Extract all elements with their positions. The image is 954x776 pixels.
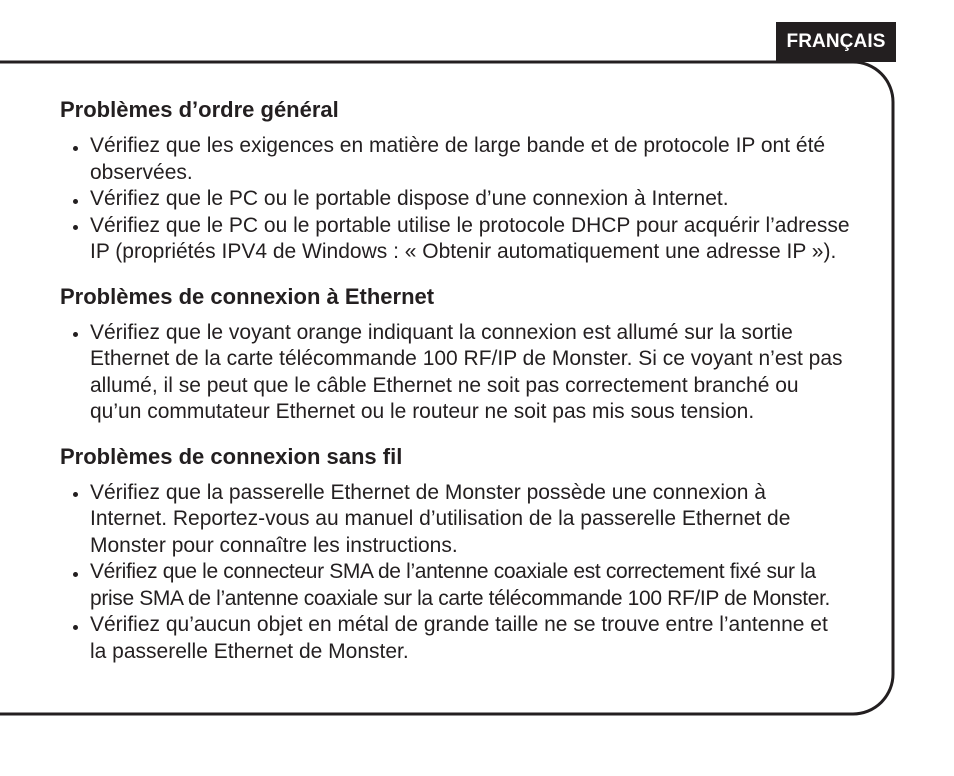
list-item-line: Vérifiez que les exigences en matière de large bande et de protocole IP ont été [90,134,826,157]
list-item-line: Vérifiez que la passerelle Ethernet de Monster possède une connexion à [90,480,766,504]
bullet-marker [73,625,78,630]
list-item-line: Vérifiez que le PC ou le portable utilise le protocole DHCP pour acquérir l’adresse [90,213,850,237]
list-item [60,186,890,213]
list-item-line: Vérifiez que le voyant orange indiquant la connexion est allumé sur la sortie [90,320,793,344]
list-item-line: la passerelle Ethernet de Monster. [90,639,409,663]
list-item-line: Ethernet de la carte télécommande 100 RF/IP de Monster. Si ce voyant n’est pas [90,347,843,370]
list-item-line: prise SMA de l’antenne coaxiale sur la carte télécommande 100 RF/IP de Monster. [90,586,831,610]
bullet-marker [73,332,78,337]
list-item [60,612,890,665]
list-item [60,559,890,612]
list-item-line: Monster pour connaître les instructions. [90,533,458,557]
bullet-marker [73,492,78,497]
list-item-line: Vérifiez que le PC ou le portable dispose d’une connexion à Internet. [90,187,729,210]
bullet-marker [73,199,78,204]
list-item [60,320,890,426]
bullet-list [60,133,890,266]
list-item [60,213,890,266]
list-item-line: qu’un commutateur Ethernet ou le routeur ne soit pas mis sous tension. [90,400,755,423]
section-heading: Problèmes de connexion à Ethernet [60,283,435,309]
section-ethernet-problems [60,284,890,426]
list-item [60,480,890,560]
section-general-problems [60,97,890,266]
section-wireless-problems [60,444,890,666]
list-item-line: Vérifiez que le connecteur SMA de l’antenne coaxiale est correctement fixé sur la [90,560,816,583]
list-item-line: Internet. Reportez-vous au manuel d’utilisation de la passerelle Ethernet de [90,507,791,530]
list-item [60,133,890,186]
language-tab [776,22,896,62]
section-heading: Problèmes de connexion sans fil [60,443,403,469]
language-tab-label: FRANÇAIS [786,31,886,52]
section-heading: Problèmes d’ordre général [60,97,339,122]
troubleshooting-content [60,97,890,665]
bullet-marker [73,146,78,151]
bullet-list [60,320,890,426]
bullet-marker [73,572,78,577]
list-item-line: observées. [90,160,193,184]
list-item-line: Vérifiez qu’aucun objet en métal de grande taille ne se trouve entre l’antenne et [90,613,828,636]
bullet-list [60,480,890,666]
bullet-marker [73,225,78,230]
list-item-line: IP (propriétés IPV4 de Windows : « Obtenir automatiquement une adresse IP »). [90,240,837,263]
list-item-line: allumé, il se peut que le câble Ethernet ne soit pas correctement branché ou [90,373,799,397]
